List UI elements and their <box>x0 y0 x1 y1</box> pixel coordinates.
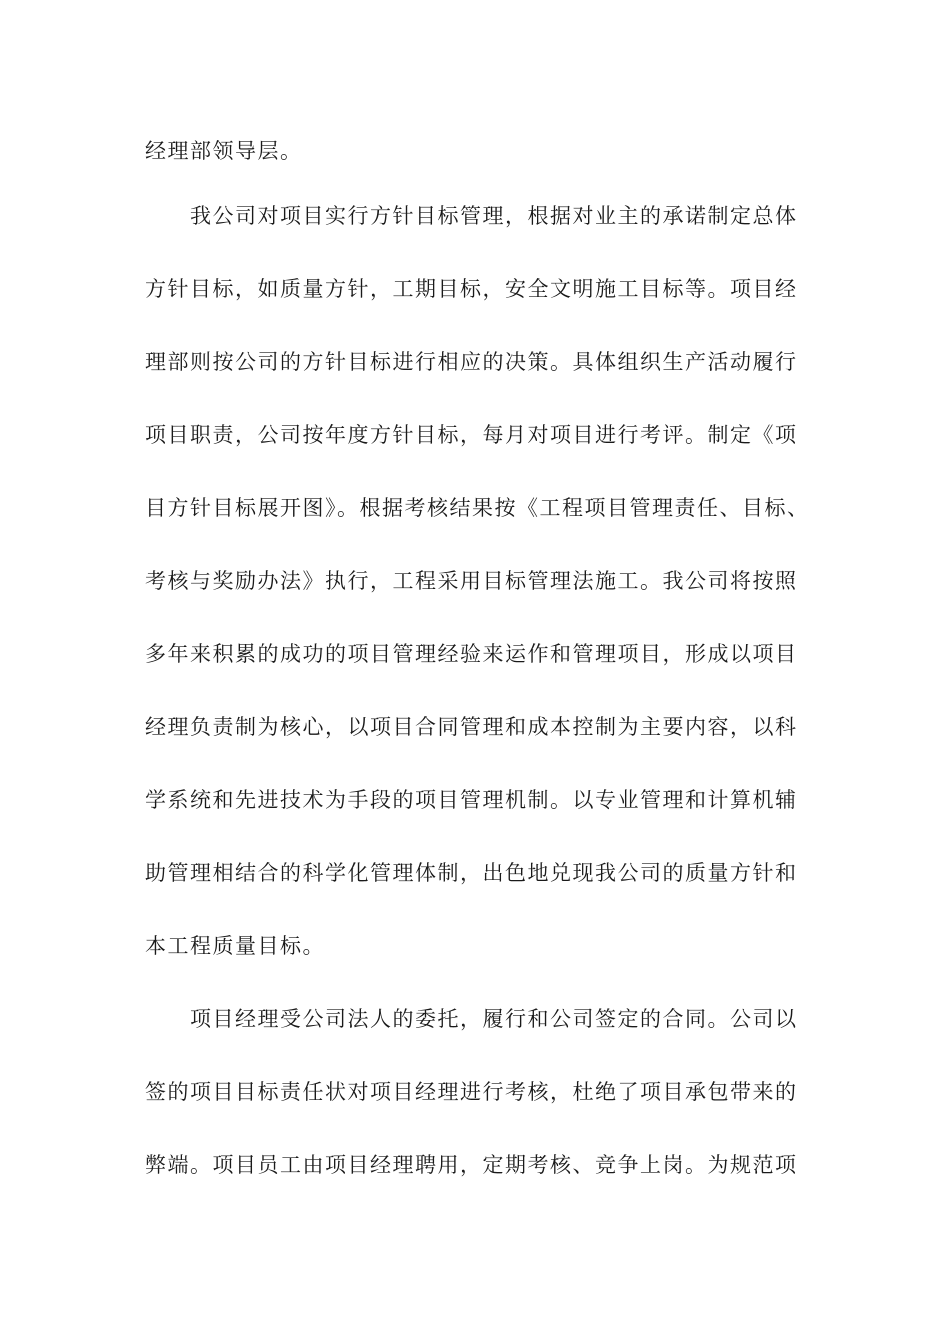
paragraph-2-line-8: 经理负责制为核心，以项目合同管理和成本控制为主要内容，以科 <box>145 715 798 739</box>
paragraph-2-line-2: 方针目标，如质量方针，工期目标，安全文明施工目标等。项目经 <box>145 277 798 301</box>
paragraph-2-line-11: 本工程质量目标。 <box>145 934 325 958</box>
paragraph-2-line-1: 我公司对项目实行方针目标管理，根据对业主的承诺制定总体 <box>190 204 798 228</box>
paragraph-2-line-10: 助管理相结合的科学化管理体制，出色地兑现我公司的质量方针和 <box>145 861 798 885</box>
paragraph-3-line-1: 项目经理受公司法人的委托，履行和公司签定的合同。公司以 <box>190 1007 798 1031</box>
paragraph-2-line-3: 理部则按公司的方针目标进行相应的决策。具体组织生产活动履行 <box>145 350 798 374</box>
paragraph-2-line-6: 考核与奖励办法》执行，工程采用目标管理法施工。我公司将按照 <box>145 569 798 593</box>
text-line-1: 经理部领导层。 <box>145 139 303 163</box>
paragraph-2-line-4: 项目职责，公司按年度方针目标，每月对项目进行考评。制定《项 <box>145 423 798 447</box>
paragraph-3-line-2: 签的项目目标责任状对项目经理进行考核，杜绝了项目承包带来的 <box>145 1080 798 1104</box>
paragraph-3-line-3: 弊端。项目员工由项目经理聘用，定期考核、竞争上岗。为规范项 <box>145 1153 798 1177</box>
paragraph-2-line-9: 学系统和先进技术为手段的项目管理机制。以专业管理和计算机辅 <box>145 788 798 812</box>
paragraph-2-line-7: 多年来积累的成功的项目管理经验来运作和管理项目，形成以项目 <box>145 642 798 666</box>
paragraph-2-line-5: 目方针目标展开图》。根据考核结果按《工程项目管理责任、目标、 <box>145 496 810 520</box>
